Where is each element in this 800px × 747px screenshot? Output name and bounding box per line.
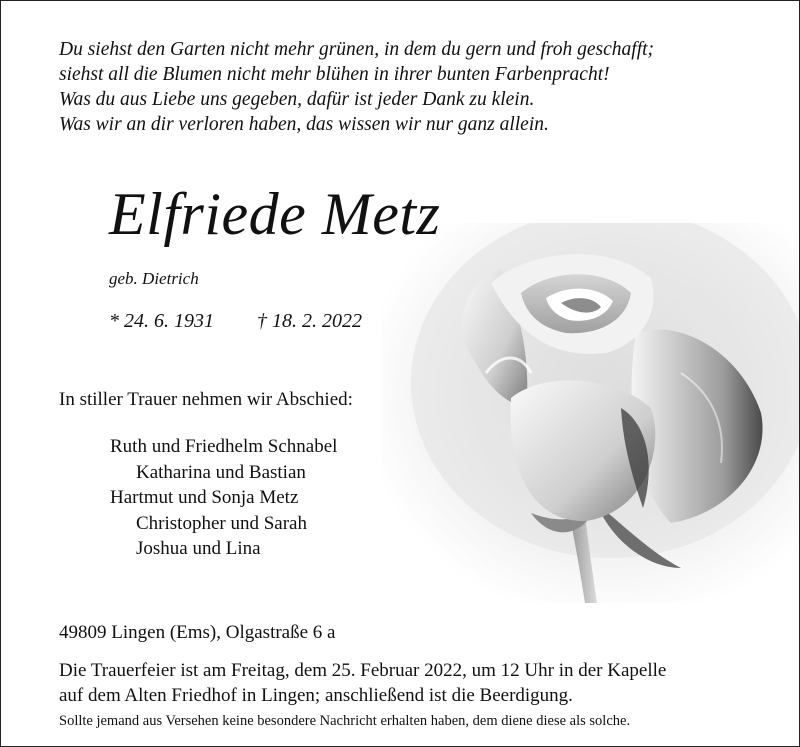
funeral-service-info [59,658,666,708]
notice-text: Sollte jemand aus Versehen keine besondere Nachricht erhalten haben, dem diene diese als solche. [59,713,631,729]
poem-line: Was wir an dir verloren haben, das wissen wir nur ganz allein. [59,114,549,135]
memorial-poem [59,37,759,137]
family-address: 49809 Lingen (Ems), Olgastraße 6 a [59,622,336,643]
birth-date: * 24. 6. 1931 [109,310,214,332]
poem-line: Du siehst den Garten nicht mehr grünen, in dem du gern und froh geschafft; [59,39,655,60]
death-date: † 18. 2. 2022 [257,310,362,332]
poem-line: siehst all die Blumen nicht mehr blühen in ihrer bunten Farbenpracht! [59,64,610,85]
poem-line: Was du aus Liebe uns gegeben, dafür ist jeder Dank zu klein. [59,89,535,110]
mourner-line: Joshua und Lina [136,538,261,559]
mourners-intro: In stiller Trauer nehmen wir Abschied: [59,389,353,410]
mourner-line: Ruth und Friedhelm Schnabel [110,436,338,457]
maiden-name: geb. Dietrich [109,269,199,288]
mourners-list [110,434,337,562]
deceased-name: Elfriede Metz [109,181,441,247]
service-line: auf dem Alten Friedhof in Lingen; anschließend ist die Beerdigung. [59,685,573,706]
service-line: Die Trauerfeier ist am Freitag, dem 25. Februar 2022, um 12 Uhr in der Kapelle [59,660,667,681]
mourner-line: Hartmut und Sonja Metz [110,487,299,508]
rose-image [381,223,800,603]
mourner-line: Katharina und Bastian [136,461,306,483]
life-dates [109,310,362,333]
mourner-line: Christopher und Sarah [136,512,307,534]
